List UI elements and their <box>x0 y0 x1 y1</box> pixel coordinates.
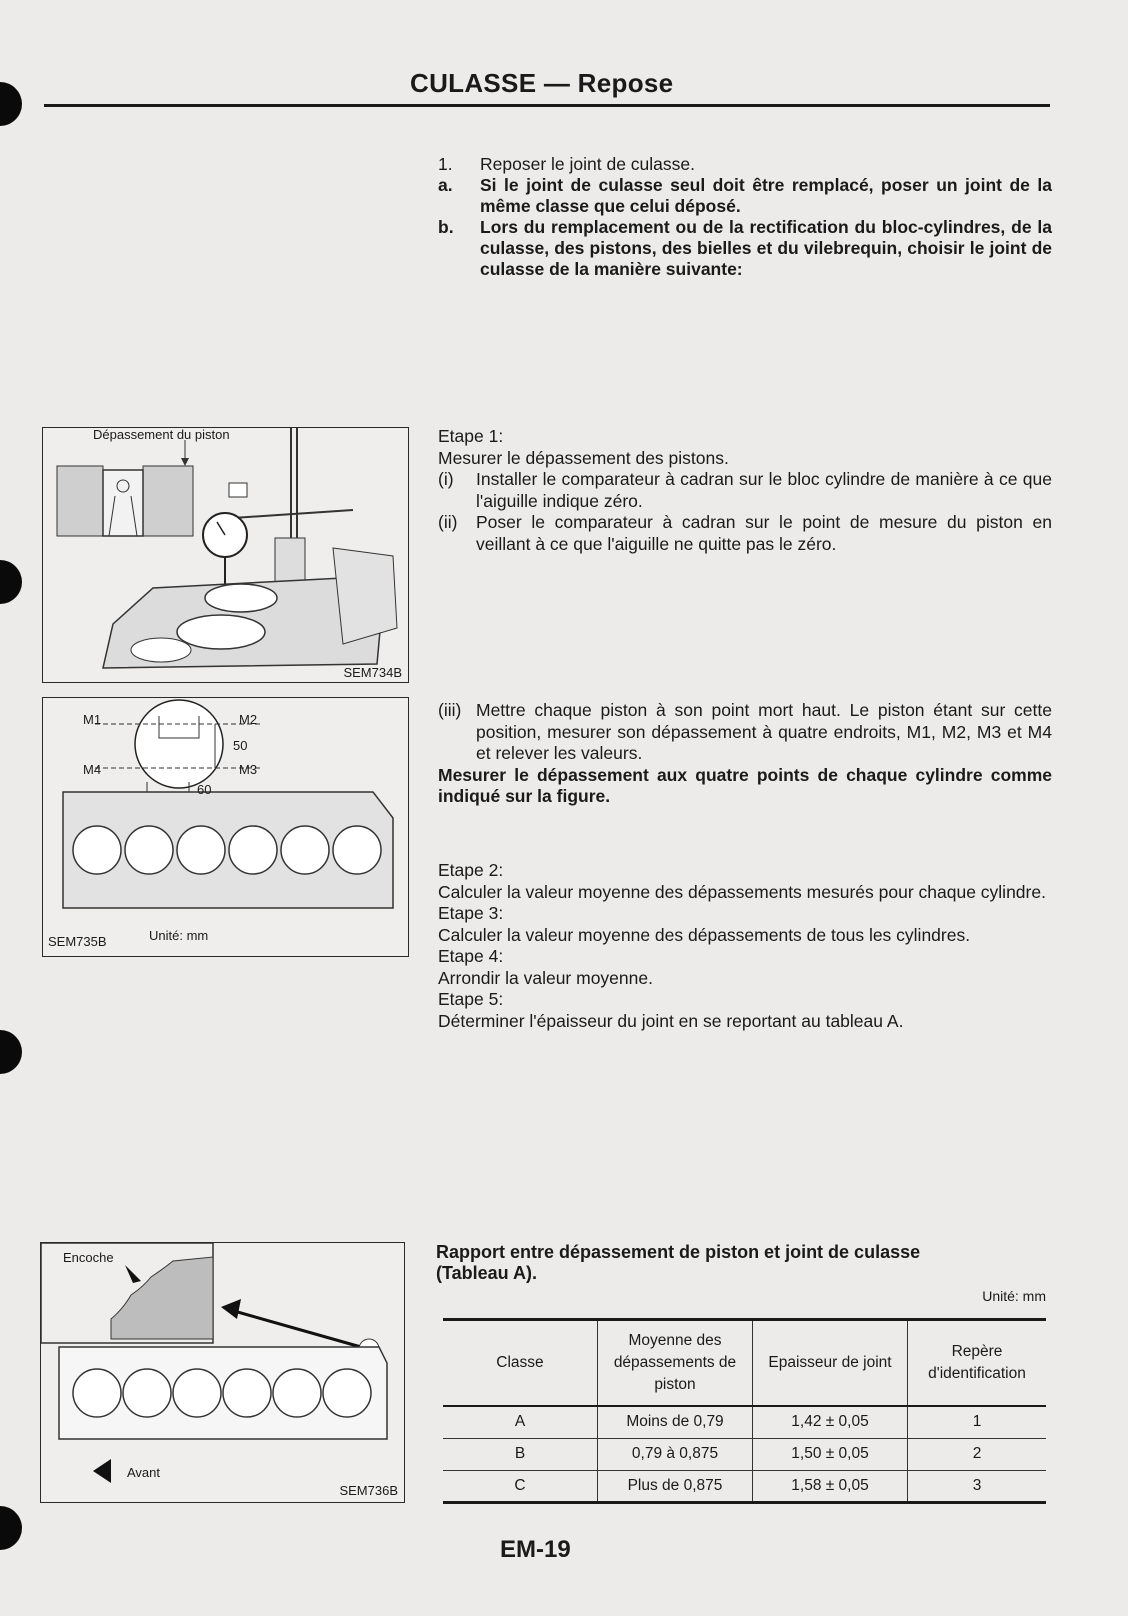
figure-dial-gauge <box>42 427 409 683</box>
etape1-item <box>438 512 1052 555</box>
table-row <box>443 1406 1046 1438</box>
etape-title: Etape 2: <box>438 860 504 880</box>
column-header: Moyenne des dépassements de piston <box>598 1320 753 1407</box>
table-cell: 0,79 à 0,875 <box>598 1438 753 1470</box>
item-text: Installer le comparateur à cadran sur le bloc cylindre de manière à ce que l'aiguille indique zéro. <box>476 469 1052 511</box>
measure-note: Mesurer le dépassement aux quatre points de chaque cylindre comme indiqué sur la figure. <box>438 764 1052 806</box>
binder-hole <box>0 82 22 126</box>
page-number: EM-19 <box>500 1536 571 1563</box>
etape-title: Etape 4: <box>438 946 504 966</box>
etape1-iii-section <box>438 700 1052 808</box>
figure-code: SEM735B <box>48 934 107 949</box>
table-header-row <box>443 1320 1046 1407</box>
etape1-item <box>438 700 1052 765</box>
table-cell: A <box>514 1413 526 1431</box>
item-number: (i) <box>438 469 454 489</box>
table-cell: 1 <box>908 1406 1047 1438</box>
step-number: a. <box>438 175 453 195</box>
step-number: 1. <box>438 154 453 174</box>
front-label: Avant <box>127 1465 161 1480</box>
item-number: (ii) <box>438 512 458 532</box>
step-number: b. <box>438 217 454 237</box>
etape1-item <box>438 469 1052 512</box>
unit-label: Unité: mm <box>149 928 209 943</box>
column-header: Repère d'identification <box>908 1320 1047 1407</box>
table-cell: C <box>514 1476 526 1494</box>
measuring-points-illustration <box>43 698 408 956</box>
point-m4-label: M4 <box>83 762 102 777</box>
table-cell: 3 <box>908 1470 1047 1502</box>
intro-step <box>438 154 1052 175</box>
item-text: Poser le comparateur à cadran sur le point de mesure du piston en veillant à ce que l'aiguille ne quitte pas le zéro. <box>476 512 1052 554</box>
table-unit: Unité: mm <box>982 1288 1046 1304</box>
column-header: Classe <box>496 1354 544 1371</box>
table-cell: 1,58 ± 0,05 <box>753 1470 908 1502</box>
etape-text: Arrondir la valeur moyenne. <box>438 967 653 988</box>
etape-title: Etape 5: <box>438 989 504 1009</box>
table-cell: Moins de 0,79 <box>598 1406 753 1438</box>
binder-hole <box>0 1506 22 1550</box>
column-header: Epaisseur de joint <box>753 1320 908 1407</box>
page-title: CULASSE — Repose <box>410 68 674 98</box>
figure-code: SEM734B <box>343 665 402 680</box>
table-cell: Plus de 0,875 <box>598 1470 753 1502</box>
etape1-lead: Mesurer le dépassement des pistons. <box>438 447 729 468</box>
point-m3-label: M3 <box>239 762 258 777</box>
table-cell: 2 <box>908 1438 1047 1470</box>
point-m2-label: M2 <box>239 712 258 727</box>
dimension-60-label: 60 <box>197 782 212 797</box>
item-number: (iii) <box>438 700 462 720</box>
point-m1-label: M1 <box>83 712 102 727</box>
table-cell: 1,42 ± 0,05 <box>753 1406 908 1438</box>
binder-hole <box>0 560 22 604</box>
gasket-table <box>443 1318 1046 1504</box>
dial-gauge-illustration <box>43 428 408 682</box>
step-text: Reposer le joint de culasse. <box>480 154 695 174</box>
table-cell: 1,50 ± 0,05 <box>753 1438 908 1470</box>
etape-title: Etape 3: <box>438 903 504 923</box>
title-rule <box>44 104 1050 107</box>
table-row <box>443 1470 1046 1502</box>
gasket-notch-illustration <box>41 1243 404 1502</box>
etapes-suite <box>438 860 1052 1032</box>
figure-label: Dépassement du piston <box>93 427 230 442</box>
etape-text: Déterminer l'épaisseur du joint en se reportant au tableau A. <box>438 1010 904 1031</box>
table-cell: B <box>514 1445 526 1462</box>
intro-step <box>438 217 1052 280</box>
front-arrow-icon <box>93 1459 111 1483</box>
table-title: Rapport entre dépassement de piston et joint de culasse (Tableau A). <box>436 1242 921 1283</box>
item-text: Mettre chaque piston à son point mort haut. Le piston étant sur cette position, mesurer son dépassement à quatre endroits, M1, M2, M3 et M4 et relever les valeurs. <box>476 700 1052 763</box>
step-text: Lors du remplacement ou de la rectification du bloc-cylindres, de la culasse, des pistons, des bielles et du vilebrequin, choisir le joint de culasse de la manière suivante: <box>480 217 1052 279</box>
figure-code: SEM736B <box>339 1483 398 1498</box>
dimension-50-label: 50 <box>233 738 248 753</box>
etape1-title: Etape 1: <box>438 426 504 446</box>
intro-steps <box>438 154 1052 280</box>
figure-gasket-notch <box>40 1242 405 1503</box>
etape1-section <box>438 426 1052 555</box>
table-row <box>443 1438 1046 1470</box>
binder-hole <box>0 1030 22 1074</box>
intro-step <box>438 175 1052 217</box>
figure-measuring-points <box>42 697 409 957</box>
step-text: Si le joint de culasse seul doit être remplacé, poser un joint de la même classe que celui déposé. <box>480 175 1052 216</box>
notch-label: Encoche <box>63 1250 114 1265</box>
etape-text: Calculer la valeur moyenne des dépassements de tous les cylindres. <box>438 924 971 945</box>
etape-text: Calculer la valeur moyenne des dépassements mesurés pour chaque cylindre. <box>438 881 1046 902</box>
